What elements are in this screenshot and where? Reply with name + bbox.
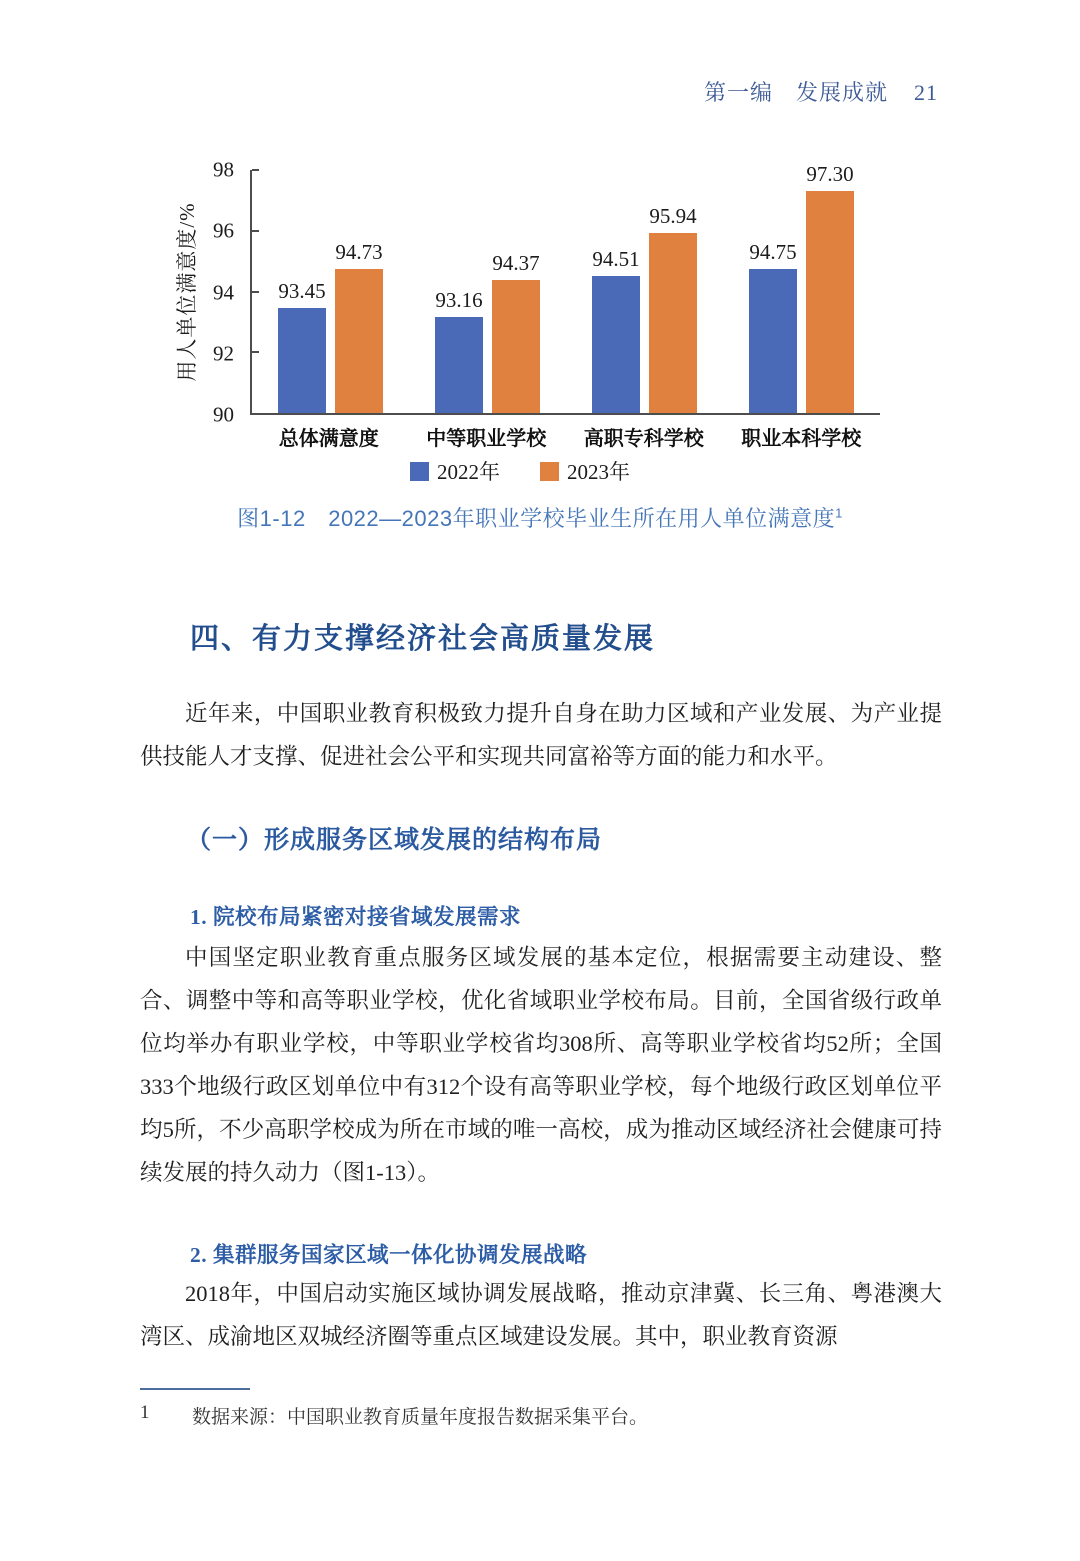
figure-caption bbox=[0, 502, 1080, 533]
bar-chart bbox=[150, 145, 890, 485]
bar-value-label: 94.75 bbox=[749, 239, 797, 264]
page-header bbox=[704, 76, 938, 107]
bar-value-label: 93.45 bbox=[278, 279, 326, 304]
legend-item bbox=[540, 456, 630, 486]
x-category-label: 职业本科学校 bbox=[741, 428, 862, 450]
y-tick-mark bbox=[252, 169, 259, 171]
chart-legend bbox=[150, 457, 890, 485]
bar-group bbox=[409, 170, 566, 413]
legend-swatch bbox=[540, 462, 559, 481]
point2-paragraph: 2018年，中国启动实施区域协调发展战略，推动京津冀、长三角、粤港澳大湾区、成渝地区双城经济圈等重点区域建设发展。其中，职业教育资源 bbox=[140, 1281, 942, 1349]
bar-2022年-总体满意度 bbox=[278, 279, 326, 413]
header-section-label: 第一编 发展成就 bbox=[703, 80, 888, 105]
header-page-number: 21 bbox=[914, 80, 938, 105]
figure-caption-footnote-ref: 1 bbox=[835, 505, 843, 521]
bar-group bbox=[566, 170, 723, 413]
x-category-label: 总体满意度 bbox=[278, 428, 379, 450]
x-category-label: 高职专科学校 bbox=[583, 428, 704, 450]
bar-2022年-职业本科学校 bbox=[749, 239, 797, 413]
legend-swatch bbox=[410, 462, 429, 481]
bar-2023年-高职专科学校 bbox=[649, 203, 697, 413]
bar-value-label: 97.30 bbox=[806, 162, 854, 187]
y-axis-ticks bbox=[198, 157, 242, 427]
point2-heading: 2. 集群服务国家区域一体化协调发展战略 bbox=[190, 1243, 588, 1267]
point1-heading: 1. 院校布局紧密对接省域发展需求 bbox=[190, 905, 522, 929]
bar-value-label: 95.94 bbox=[649, 203, 697, 228]
bar-value-label: 94.51 bbox=[592, 247, 640, 272]
y-tick-label: 92 bbox=[213, 341, 234, 366]
x-axis-category-labels bbox=[250, 422, 880, 451]
bar-2023年-中等职业学校 bbox=[492, 251, 540, 413]
y-tick-label: 98 bbox=[213, 157, 234, 182]
bar-value-label: 93.16 bbox=[435, 288, 483, 313]
y-tick-label: 96 bbox=[213, 218, 234, 243]
y-axis-label: 用人单位满意度/% bbox=[175, 202, 199, 382]
footnote bbox=[140, 1402, 900, 1429]
plot-area bbox=[250, 162, 880, 415]
y-tick-mark bbox=[252, 351, 259, 353]
bar-value-label: 94.37 bbox=[492, 251, 540, 276]
figure-caption-text: 图1-12 2022—2023年职业学校毕业生所在用人单位满意度 bbox=[237, 506, 836, 531]
footnote-marker: 1 bbox=[140, 1402, 150, 1423]
y-tick-mark bbox=[252, 230, 259, 232]
y-tick-mark bbox=[252, 291, 259, 293]
bar-value-label: 94.73 bbox=[335, 240, 383, 265]
x-category-label: 中等职业学校 bbox=[426, 428, 547, 450]
footnote-divider bbox=[140, 1388, 250, 1390]
legend-label: 2022年 bbox=[437, 460, 500, 484]
bar-group bbox=[252, 170, 409, 413]
section-heading: 四、有力支撑经济社会高质量发展 bbox=[190, 623, 656, 655]
y-tick-label: 90 bbox=[213, 402, 234, 427]
intro-paragraph: 近年来，中国职业教育积极致力提升自身在助力区域和产业发展、为产业提供技能人才支撑、促进社会公平和实现共同富裕等方面的能力和水平。 bbox=[140, 701, 942, 769]
legend-item bbox=[410, 456, 500, 486]
subsection-heading: （一）形成服务区域发展的结构布局 bbox=[186, 827, 603, 854]
bar-2022年-中等职业学校 bbox=[435, 288, 483, 413]
point1-paragraph: 中国坚定职业教育重点服务区域发展的基本定位，根据需要主动建设、整合、调整中等和高等职业学校，优化省域职业学校布局。目前，全国省级行政单位均举办有职业学校，中等职业学校省均308所、高等职业学校省均52所；全国333个地级行政区划单位中有312个设有高等职业学校，每个地级行政区划单位平均5所，不少高职学校成为所在市域的唯一高校，成为推动区域经济社会健康可持续发展的持久动力（图1-13）。 bbox=[140, 945, 942, 1185]
y-tick-label: 94 bbox=[213, 280, 234, 304]
bar-2023年-总体满意度 bbox=[335, 240, 383, 413]
legend-label: 2023年 bbox=[567, 460, 630, 484]
footnote-text: 数据来源：中国职业教育质量年度报告数据采集平台。 bbox=[192, 1407, 649, 1428]
bar-2023年-职业本科学校 bbox=[806, 162, 854, 413]
bar-2022年-高职专科学校 bbox=[592, 247, 640, 413]
bar-group bbox=[723, 162, 880, 413]
